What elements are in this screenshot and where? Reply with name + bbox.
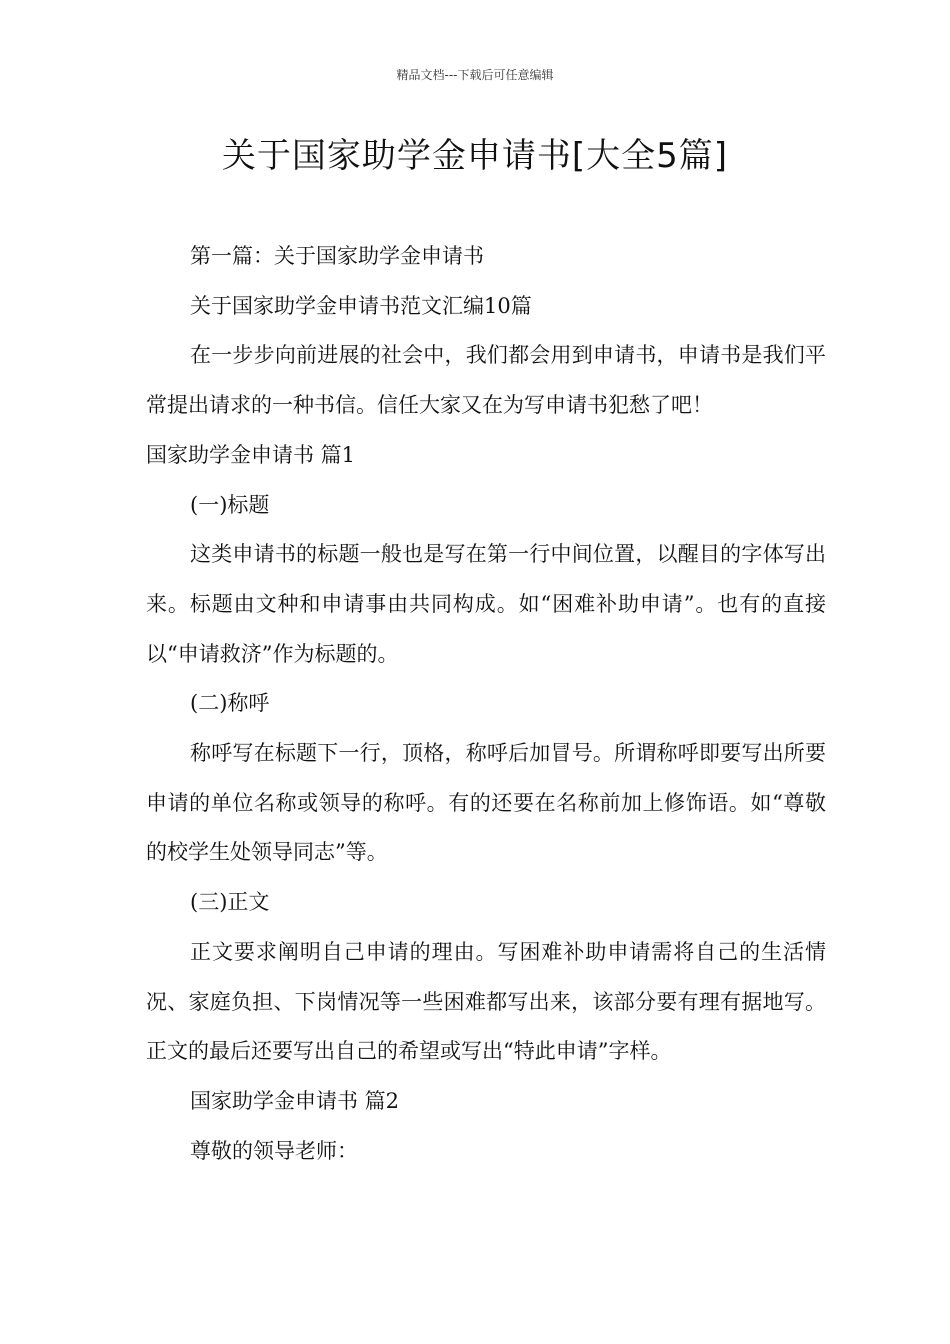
paragraph-body: 正文要求阐明自己申请的理由。写困难补助申请需将自己的生活情况、家庭负担、下岗情况等一些困难都写出来，该部分要有理有据地写。正文的最后还要写出自己的希望或写出“特此申请”字样。 <box>146 939 826 1064</box>
paragraph-part-heading: 国家助学金申请书 篇2 <box>190 1088 400 1113</box>
document-body <box>146 232 826 1176</box>
paragraph-salutation: 尊敬的领导老师： <box>190 1138 358 1163</box>
paragraph-item-heading: (三)正文 <box>190 890 270 915</box>
paragraph-subtitle: 关于国家助学金申请书范文汇编10篇 <box>190 293 532 318</box>
paragraph-section-heading: 第一篇：关于国家助学金申请书 <box>190 244 484 268</box>
paragraph-item-heading: (一)标题 <box>190 492 270 517</box>
paragraph-intro: 在一步步向前进展的社会中，我们都会用到申请书，申请书是我们平常提出请求的一种书信。信任大家又在为写申请书犯愁了吧！ <box>146 343 826 418</box>
page-header-note: 精品文档---下载后可任意编辑 <box>396 68 554 82</box>
paragraph-body: 这类申请书的标题一般也是写在第一行中间位置，以醒目的字体写出来。标题由文种和申请事由共同构成。如“困难补助申请”。也有的直接以“申请救济”作为标题的。 <box>146 542 826 666</box>
paragraph-body: 称呼写在标题下一行，顶格，称呼后加冒号。所谓称呼即要写出所要申请的单位名称或领导的称呼。有的还要在名称前加上修饰语。如“尊敬的校学生处领导同志”等。 <box>146 741 826 865</box>
paragraph-part-heading: 国家助学金申请书 篇1 <box>146 442 356 467</box>
document-title: 关于国家助学金申请书[大全5篇] <box>221 136 729 176</box>
paragraph-item-heading: (二)称呼 <box>190 691 270 716</box>
